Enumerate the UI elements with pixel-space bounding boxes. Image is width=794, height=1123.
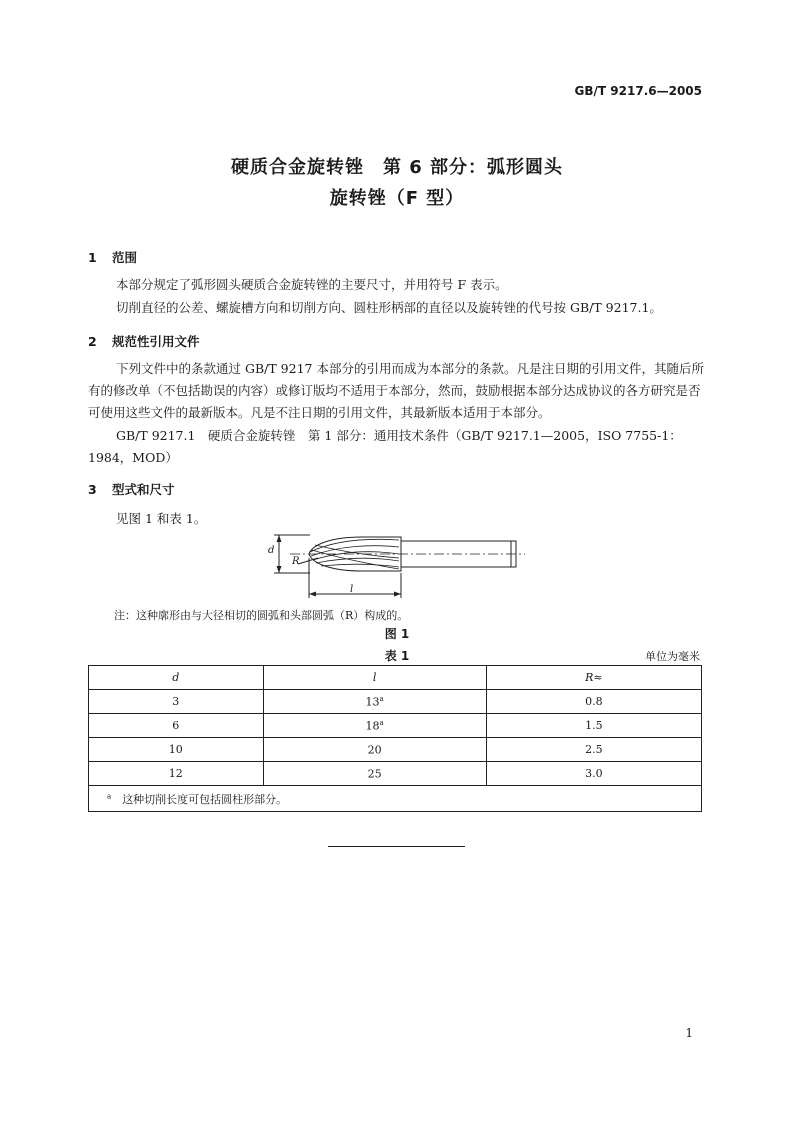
- paragraph: 见图 1 和表 1。: [116, 511, 207, 526]
- cell-d: 3: [89, 690, 264, 714]
- section-title: 范围: [112, 250, 138, 265]
- table-caption: 表 1: [384, 649, 410, 663]
- dimension-label-r: R: [292, 556, 300, 567]
- section-title: 规范性引用文件: [112, 334, 200, 349]
- standard-code: GB/T 9217.6—2005: [574, 84, 702, 98]
- section-1-heading: [88, 248, 137, 266]
- column-header-r: R≈: [486, 666, 701, 690]
- cell-l: 20: [263, 738, 486, 762]
- dimensions-table: [88, 665, 702, 812]
- footnote-marker: a: [107, 791, 112, 800]
- section-number: 3: [88, 482, 97, 497]
- section-3-heading: [88, 480, 175, 498]
- section-title: 型式和尺寸: [112, 482, 175, 497]
- table-row: [89, 690, 702, 714]
- table-unit: 单位为毫米: [645, 650, 700, 663]
- document-title-line2: 旋转锉（F 型）: [329, 188, 465, 209]
- footnote-marker: a: [379, 718, 384, 727]
- paragraph: 切削直径的公差、螺旋槽方向和切削方向、圆柱形柄部的直径以及旋转锉的代号按 GB/T 9217.1。: [116, 300, 662, 315]
- table-footnote: $^a$ 这种切削长度可包括圆柱形部分。: [89, 786, 702, 812]
- cell-d: 12: [89, 762, 264, 786]
- cell-r: 0.8: [486, 690, 701, 714]
- cell-l: 13$^a$: [263, 690, 486, 714]
- figure-note: 注：这种廓形由与大径相切的圆弧和头部圆弧（R）构成的。: [114, 609, 409, 622]
- page-number: 1: [685, 1026, 693, 1040]
- figure-caption: 图 1: [384, 627, 410, 641]
- paragraph: GB/T 9217.1 硬质合金旋转锉 第 1 部分：通用技术条件（GB/T 9217.1—2005，ISO 7755-1：1984，MOD）: [88, 428, 682, 465]
- section-2-heading: [88, 332, 200, 350]
- section-number: 1: [88, 250, 97, 265]
- cell-r: 1.5: [486, 714, 701, 738]
- section-number: 2: [88, 334, 97, 349]
- dimension-label-l: l: [350, 584, 354, 595]
- table-row: [89, 714, 702, 738]
- table-row: [89, 738, 702, 762]
- end-divider: [328, 846, 465, 847]
- table-row: [89, 762, 702, 786]
- column-header-l: l: [263, 666, 486, 690]
- paragraph: 下列文件中的条款通过 GB/T 9217 本部分的引用而成为本部分的条款。凡是注日期的引用文件，其随后所有的修改单（不包括勘误的内容）或修订版均不适用于本部分，然而，鼓励根据本部分达成协议的各方研究是否可使用这些文件的最新版本。凡是不注日期的引用文件，其最新版本适用于本部分。: [88, 361, 704, 420]
- cell-d: 6: [89, 714, 264, 738]
- burr-drawing: [260, 528, 530, 604]
- cell-r: 2.5: [486, 738, 701, 762]
- table-footnote-row: [89, 786, 702, 812]
- cell-d: 10: [89, 738, 264, 762]
- cell-l: 25: [263, 762, 486, 786]
- dimension-label-d: d: [268, 545, 275, 556]
- footnote-marker: a: [379, 694, 384, 703]
- table-header-row: [89, 666, 702, 690]
- cell-l: 18$^a$: [263, 714, 486, 738]
- paragraph: 本部分规定了弧形圆头硬质合金旋转锉的主要尺寸，并用符号 F 表示。: [116, 277, 508, 292]
- cell-r: 3.0: [486, 762, 701, 786]
- column-header-d: d: [89, 666, 264, 690]
- document-title-line1: 硬质合金旋转锉 第 6 部分：弧形圆头: [230, 157, 564, 178]
